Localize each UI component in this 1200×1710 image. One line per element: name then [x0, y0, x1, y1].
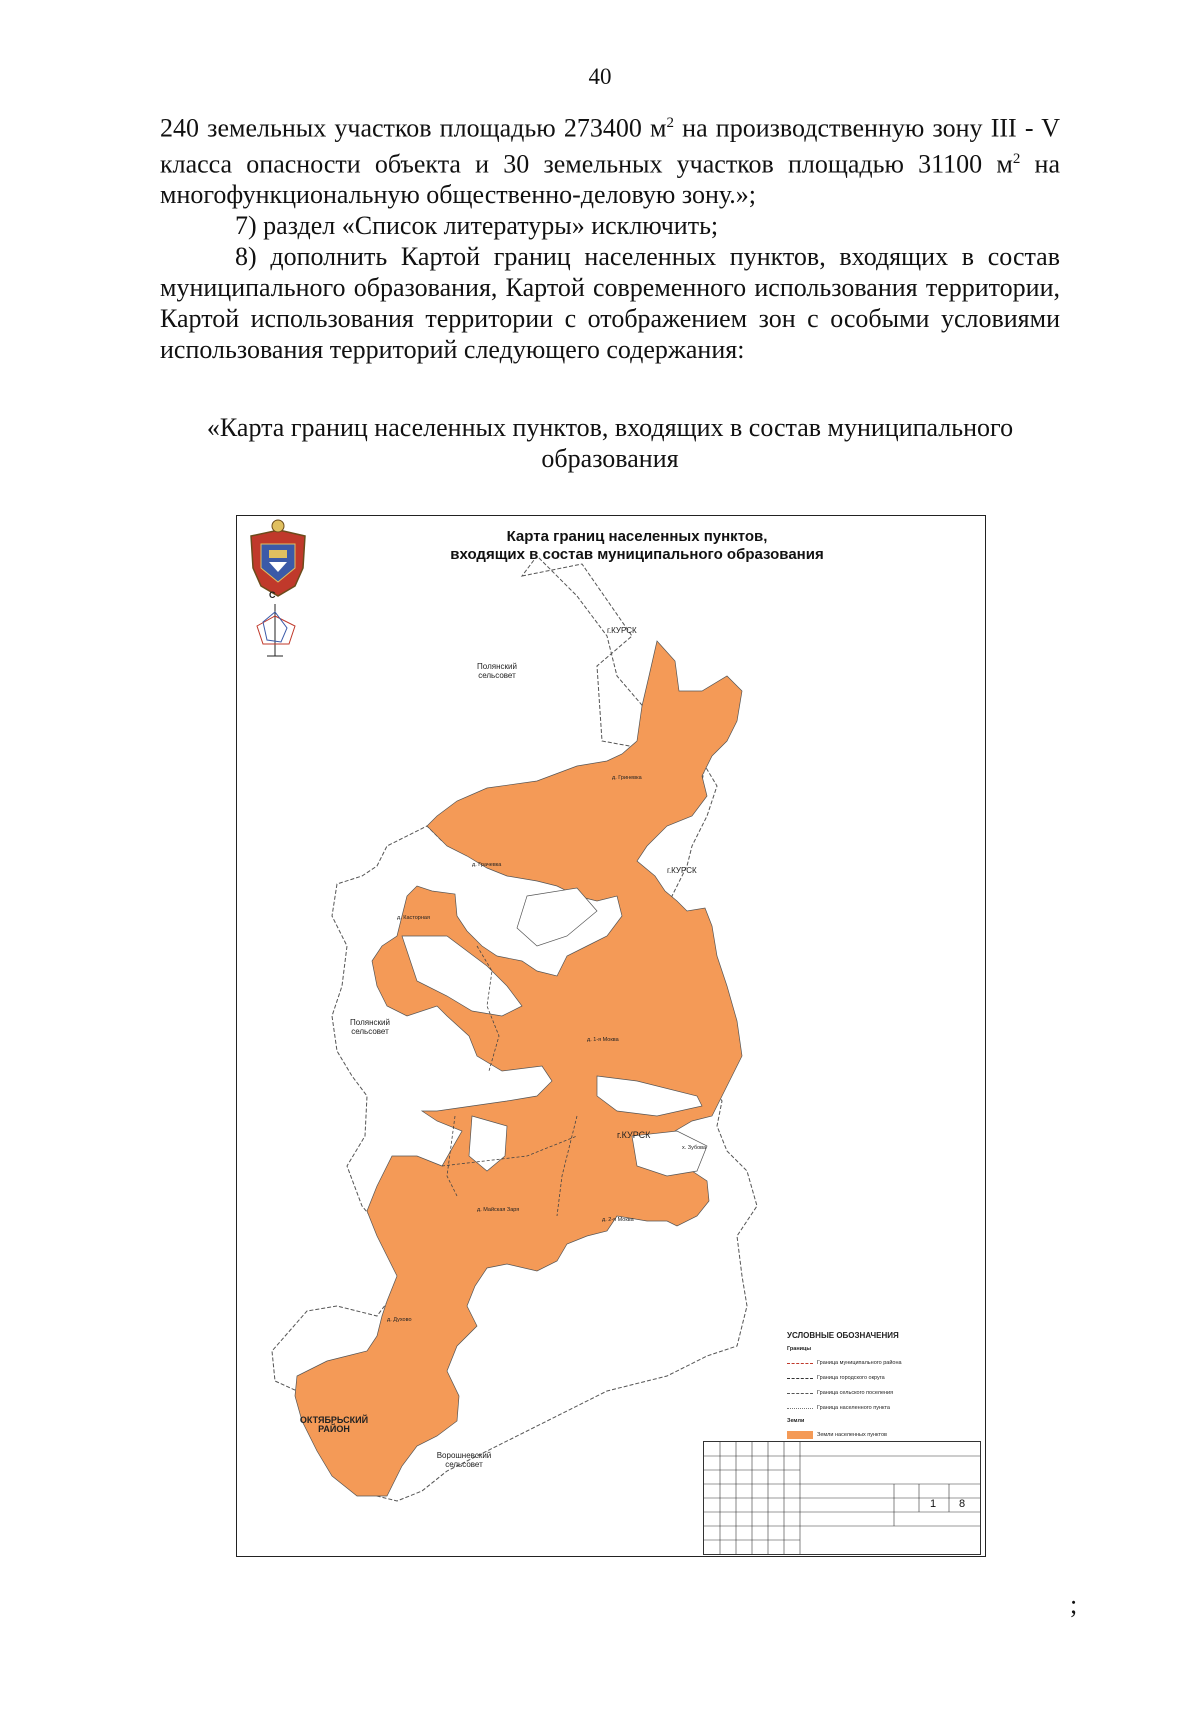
legend-item: Граница городского округа	[787, 1374, 967, 1382]
label-dugovo: д. Духово	[387, 1317, 412, 1323]
north-arrow-icon	[257, 604, 295, 656]
settlement-swatch	[787, 1431, 813, 1439]
legend-item: Граница сельского поселения	[787, 1389, 967, 1397]
title-block-stamp	[703, 1441, 981, 1555]
label-polyansky-mid: Полянский сельсовет	[350, 1018, 390, 1036]
map-legend	[787, 1331, 967, 1439]
north-letter: С	[269, 590, 276, 600]
body-text	[160, 108, 1060, 365]
paragraph-literature: 7) раздел «Список литературы» исключить;	[235, 211, 719, 241]
trailing-semicolon: ;	[1070, 1590, 1078, 1619]
label-oktyabrsky: ОКТЯБРЬСКИЙ РАЙОН	[299, 1415, 369, 1434]
label-voroshnevsky: Ворошневский сельсовет	[436, 1451, 492, 1469]
map-title: Карта границ населенных пунктов, входящих в состав муниципального образования	[450, 528, 824, 563]
label-kursk-low: г.КУРСК	[617, 1130, 651, 1140]
legend-item-settlement-lands: Земли населенных пунктов	[787, 1431, 967, 1439]
sheets-total: 8	[959, 1498, 966, 1510]
label-2-moskva: д. 2-я Моква	[602, 1217, 634, 1223]
label-mayskaya: д. Майская Заря	[477, 1207, 520, 1213]
coat-of-arms-icon	[251, 520, 305, 596]
map-caption: «Карта границ населенных пунктов, входящих в состав муниципального образования	[206, 413, 1014, 473]
paragraph-zones: 240 земельных участков площадью 273400 $м^2$ на производственную зону III - V класса опасности объекта и 30 земельных участков площадью 31100 $м^2$ на многофункциональную общественно-деловую зону.»;	[160, 113, 1060, 210]
legend-item: Граница населенного пункта	[787, 1404, 967, 1412]
paragraph-maps: 8) дополнить Картой границ населенных пунктов, входящих в состав муниципального образования, Картой современного использования территории, Картой использования территории с отображением зон с особыми условиями использования территорий следующего содержания:	[160, 242, 1060, 365]
label-1-moskva: д. 1-я Моква	[587, 1037, 619, 1043]
label-kursk-top: г.КУРСК	[607, 626, 637, 635]
stamp-grid	[704, 1442, 980, 1554]
page-number: 40	[588, 64, 612, 89]
label-kursk-mid: г.КУРСК	[667, 866, 697, 875]
legend-item: Граница муниципального района	[787, 1359, 967, 1367]
legend-title: УСЛОВНЫЕ ОБОЗНАЧЕНИЯ	[787, 1331, 899, 1340]
map-frame	[236, 515, 986, 1557]
label-kastornaya: д. Касторная	[397, 915, 430, 921]
label-grachevka: д. Грачевка	[472, 862, 502, 868]
legend-lands-heading: Земли	[787, 1418, 805, 1424]
legend-borders-heading: Границы	[787, 1346, 812, 1352]
sheet-number: 1	[930, 1498, 937, 1510]
label-grinevka: д. Гриневка	[612, 775, 642, 781]
label-zubovo: х. Зубова	[682, 1145, 707, 1151]
label-polyansky-top: Полянский сельсовет	[477, 662, 517, 680]
